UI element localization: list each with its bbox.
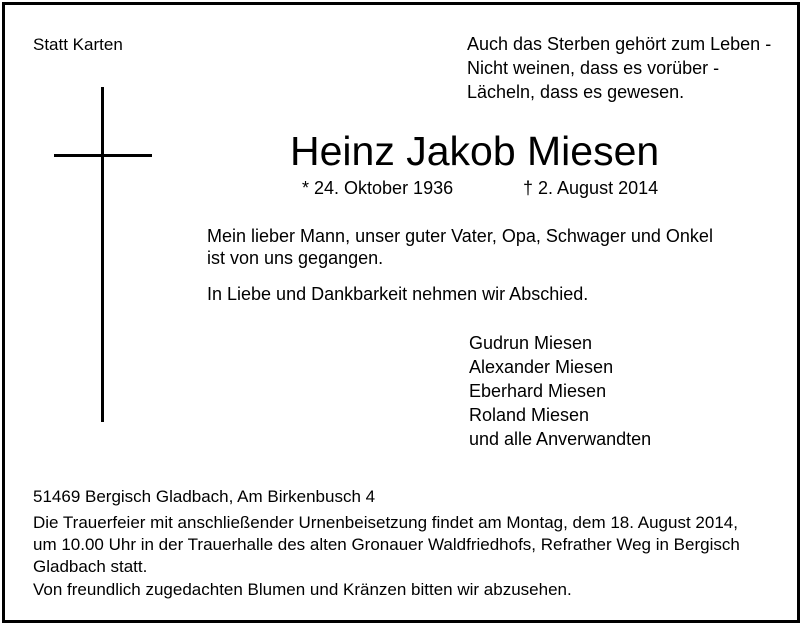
cross-icon	[101, 87, 104, 422]
address: 51469 Bergisch Gladbach, Am Birkenbusch 4	[33, 487, 376, 506]
message-line: ist von uns gegangen.	[207, 248, 384, 268]
flowers-note: Von freundlich zugedachten Blumen und Kränzen bitten wir abzusehen.	[33, 580, 572, 599]
signer-name: und alle Anverwandten	[469, 429, 652, 449]
death-date: † 2. August 2014	[523, 178, 659, 198]
birth-date: * 24. Oktober 1936	[302, 178, 454, 198]
ceremony-line: um 10.00 Uhr in der Trauerhalle des alten Gronauer Waldfriedhofs, Refrather Weg in Bergisch	[33, 535, 740, 554]
quote-line: Nicht weinen, dass es vorüber -	[467, 58, 720, 78]
farewell-line: In Liebe und Dankbarkeit nehmen wir Abschied.	[207, 284, 589, 304]
signers-list	[469, 331, 651, 451]
quote-block	[467, 32, 771, 104]
ceremony-line: Gladbach statt.	[33, 557, 148, 576]
signer-name: Eberhard Miesen	[469, 381, 607, 401]
signer-name: Roland Miesen	[469, 405, 590, 425]
ceremony-line: Die Trauerfeier mit anschließender Urnenbeisetzung findet am Montag, dem 18. August 2014,	[33, 513, 738, 532]
signer-name: Gudrun Miesen	[469, 333, 593, 353]
message-line: Mein lieber Mann, unser guter Vater, Opa, Schwager und Onkel	[207, 226, 713, 246]
quote-line: Auch das Sterben gehört zum Leben -	[467, 34, 772, 54]
statt-karten-label: Statt Karten	[33, 35, 123, 54]
quote-line: Lächeln, dass es gewesen.	[467, 82, 685, 102]
cross-icon-bar	[54, 154, 152, 157]
deceased-name: Heinz Jakob Miesen	[290, 128, 660, 174]
ceremony-info	[33, 512, 740, 578]
signer-name: Alexander Miesen	[469, 357, 614, 377]
